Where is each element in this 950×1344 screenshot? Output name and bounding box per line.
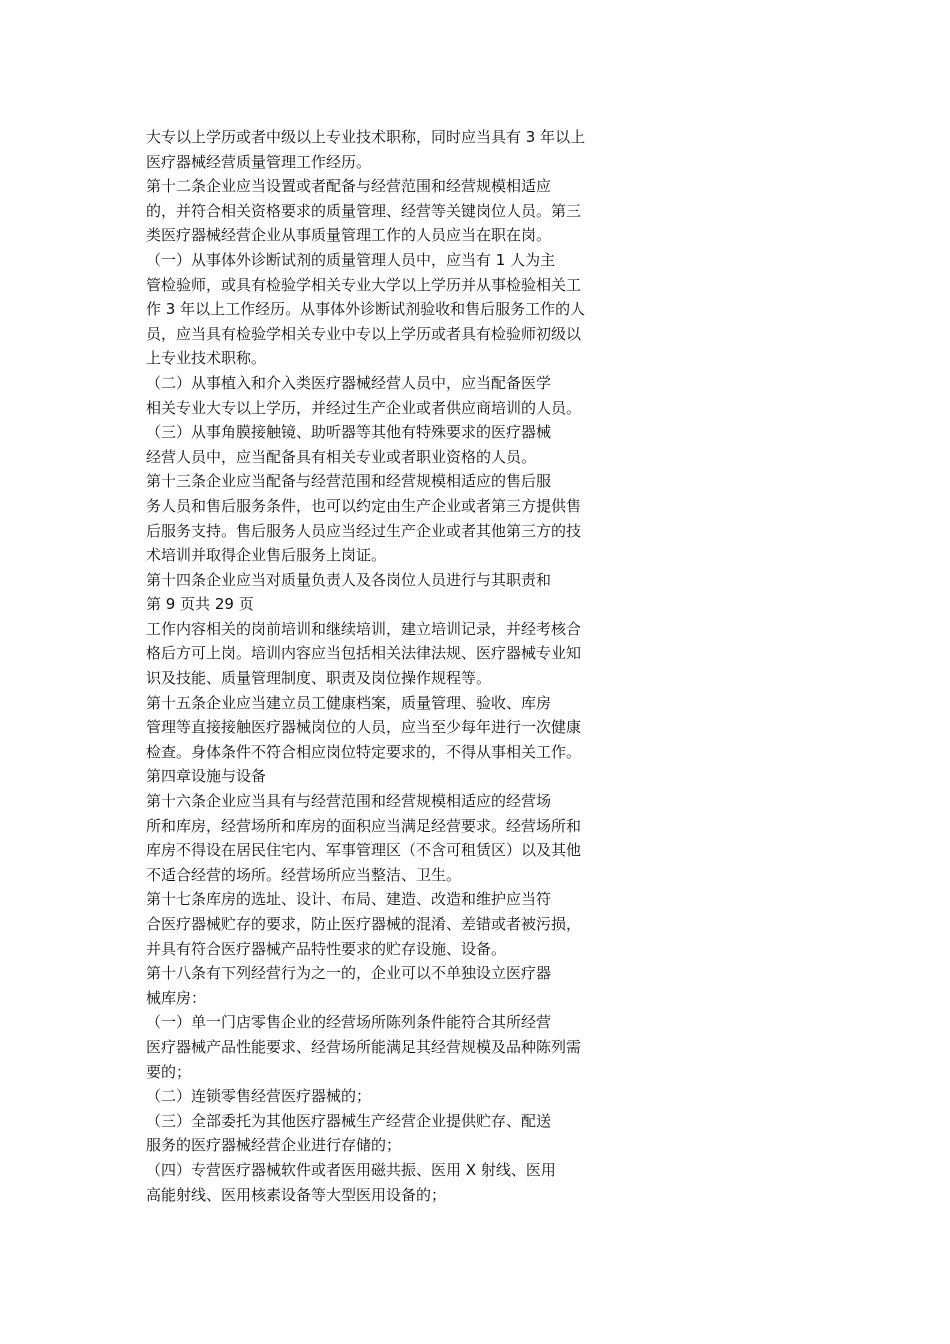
text-line: 不适合经营的场所。经营场所应当整洁、卫生。 <box>146 865 462 884</box>
text-line: （一）单一门店零售企业的经营场所陈列条件能符合其所经营 <box>146 1013 552 1032</box>
text-line: 医疗器械经营质量管理工作经历。 <box>146 152 372 171</box>
text-line: 医疗器械产品性能要求、经营场所能满足其经营规模及品种陈列需 <box>146 1037 582 1056</box>
text-line: 经营人员中，应当配备具有相关专业或者职业资格的人员。 <box>146 447 537 466</box>
text-line: 所和库房，经营场所和库房的面积应当满足经营要求。经营场所和 <box>146 816 582 835</box>
text-line: 格后方可上岗。培训内容应当包括相关法律法规、医疗器械专业知 <box>146 644 582 663</box>
document-page <box>146 125 646 1207</box>
text-line: 第十四条企业应当对质量负责人及各岗位人员进行与其职责和 <box>146 570 552 589</box>
text-line: 管检验师，或具有检验学相关专业大学以上学历并从事检验相关工 <box>146 275 582 294</box>
text-line: （二）连锁零售经营医疗器械的； <box>146 1087 372 1106</box>
text-line: 并具有符合医疗器械产品特性要求的贮存设施、设备。 <box>146 939 507 958</box>
text-line: （三）从事角膜接触镜、助听器等其他有特殊要求的医疗器械 <box>146 423 552 442</box>
text-line: 的，并符合相关资格要求的质量管理、经营等关键岗位人员。第三 <box>146 201 582 220</box>
text-line: （二）从事植入和介入类医疗器械经营人员中，应当配备医学 <box>146 373 552 392</box>
text-line: 械库房： <box>146 988 207 1007</box>
text-line: （一）从事体外诊断试剂的质量管理人员中，应当有 1 人为主 <box>146 250 556 269</box>
text-line: 第十二条企业应当设置或者配备与经营范围和经营规模相适应 <box>146 177 552 196</box>
text-line: 第十五条企业应当建立员工健康档案，质量管理、验收、库房 <box>146 693 552 712</box>
text-line: 第十七条库房的选址、设计、布局、建造、改造和维护应当符 <box>146 890 552 909</box>
text-line: 管理等直接接触医疗器械岗位的人员，应当至少每年进行一次健康 <box>146 718 582 737</box>
text-line: 合医疗器械贮存的要求，防止医疗器械的混淆、差错或者被污损， <box>146 915 582 933</box>
text-line: 后服务支持。售后服务人员应当经过生产企业或者其他第三方的技 <box>146 521 582 540</box>
text-line: 大专以上学历或者中级以上专业技术职称，同时应当具有 3 年以上 <box>146 128 586 146</box>
text-line: 第十三条企业应当配备与经营范围和经营规模相适应的售后服 <box>146 472 552 491</box>
text-line: 类医疗器械经营企业从事质量管理工作的人员应当在职在岗。 <box>146 226 552 245</box>
text-line: 服务的医疗器械经营企业进行存储的； <box>146 1136 402 1155</box>
text-line: 作 3 年以上工作经历。从事体外诊断试剂验收和售后服务工作的人 <box>146 300 586 319</box>
text-line: 识及技能、质量管理制度、职责及岗位操作规程等。 <box>146 669 492 688</box>
text-line: 要的； <box>146 1062 192 1081</box>
text-line: 第十六条企业应当具有与经营范围和经营规模相适应的经营场 <box>146 792 552 811</box>
text-line: 术培训并取得企业售后服务上岗证。 <box>146 546 387 565</box>
text-line: 检查。身体条件不符合相应岗位特定要求的，不得从事相关工作。 <box>146 742 582 761</box>
text-line: 务人员和售后服务条件，也可以约定由生产企业或者第三方提供售 <box>146 496 582 515</box>
page-number: 第 9 页共 29 页 <box>146 595 254 614</box>
text-line: 员，应当具有检验学相关专业中专以上学历或者具有检验师初级以 <box>146 324 582 343</box>
text-line: 库房不得设在居民住宅内、军事管理区（不含可租赁区）以及其他 <box>146 841 582 860</box>
text-line: 上专业技术职称。 <box>146 349 267 368</box>
chapter-heading: 第四章设施与设备 <box>146 767 267 786</box>
text-line: 高能射线、医用核素设备等大型医用设备的； <box>146 1185 447 1204</box>
text-line: 相关专业大专以上学历，并经过生产企业或者供应商培训的人员。 <box>146 398 582 417</box>
text-line: 工作内容相关的岗前培训和继续培训，建立培训记录，并经考核合 <box>146 619 582 638</box>
text-line: （三）全部委托为其他医疗器械生产经营企业提供贮存、配送 <box>146 1111 552 1130</box>
text-line: 第十八条有下列经营行为之一的，企业可以不单独设立医疗器 <box>146 964 552 983</box>
text-line: （四）专营医疗器械软件或者医用磁共振、医用 X 射线、医用 <box>146 1160 556 1179</box>
